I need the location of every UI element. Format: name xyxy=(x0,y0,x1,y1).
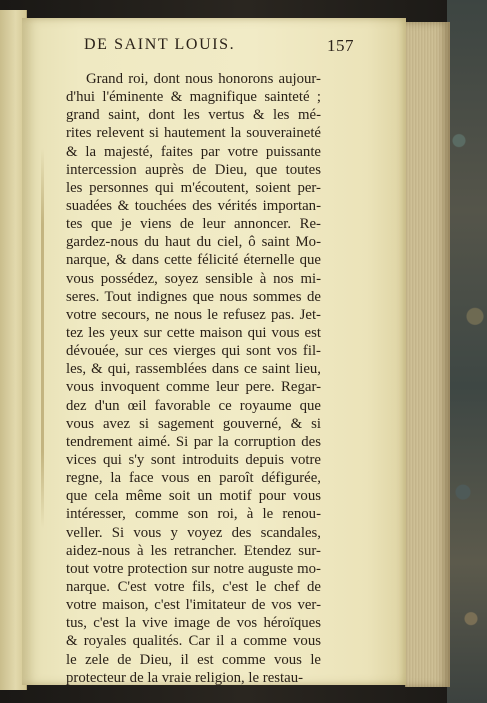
text-line: le zele de Dieu, il est comme vous le xyxy=(66,651,321,668)
text-line: votre maison, c'est l'imitateur de vos ver- xyxy=(66,597,321,614)
text-line: narque. C'est votre fils, c'est le chef de xyxy=(66,578,321,595)
text-line: tes que je viens de leur annoncer. Re- xyxy=(66,216,321,233)
text-line: vous invoquent comme leur pere. Regar- xyxy=(66,379,321,396)
text-line: que cela même soit un motif pour vous xyxy=(66,488,321,505)
text-line: gardez-nous du haut du ciel, ô saint Mo- xyxy=(66,234,321,251)
text-line: d'hui l'éminente & magnifique sainteté ; xyxy=(66,89,321,106)
page-block-edges xyxy=(405,22,450,687)
text-line: & royales qualités. Car il a comme vous xyxy=(66,633,321,650)
text-line: intercession auprès de Dieu, que toutes xyxy=(66,161,321,178)
text-line: tendrement aimé. Si par la corruption des xyxy=(66,433,321,450)
page-crease xyxy=(41,148,44,528)
text-line: Grand roi, dont nous honorons aujour- xyxy=(86,71,321,87)
text-line: protecteur de la vraie religion, le restau- xyxy=(66,669,304,686)
text-line: dez d'un œil favorable ce royaume que xyxy=(66,397,321,414)
text-line: tout votre protection sur notre auguste mo- xyxy=(66,560,321,577)
text-line: suadées & touchées des vérités importan- xyxy=(66,197,321,214)
text-line: aidez-nous à les retrancher. Etendez sur- xyxy=(66,542,321,559)
text-line: tus, c'est la vive image de vos héroïques xyxy=(66,615,321,632)
text-line: regne, la face vous en paroît défigurée, xyxy=(66,470,321,487)
text-line: seres. Tout indignes que nous sommes de xyxy=(66,288,321,305)
body-text xyxy=(66,70,321,687)
text-line: narque, & dans cette félicité éternelle que xyxy=(66,252,321,269)
text-line: vous possédez, soyez sensible à nos mi- xyxy=(66,270,321,287)
text-line: les, & qui, rassemblées dans ce saint lieu, xyxy=(66,361,321,378)
text-line: vous avez si sagement gouverné, & si xyxy=(66,415,321,432)
text-line: dévouée, sur ces vierges qui sont vos fil- xyxy=(66,343,321,360)
text-line: grand saint, dont les vertus & les mé- xyxy=(66,107,321,124)
text-line: tez les yeux sur cette maison qui vous est xyxy=(66,324,321,341)
text-line: rites relevent si hautement la souveraineté xyxy=(66,125,321,142)
running-header xyxy=(84,36,354,64)
page-number: 157 xyxy=(327,36,354,55)
text-line: votre secours, ne nous le refusez pas. Jet- xyxy=(66,306,321,323)
running-title: DE SAINT LOUIS. xyxy=(84,36,236,53)
text-line: veller. Si vous y voyez des scandales, xyxy=(66,524,321,541)
text-line: les personnes qui m'écoutent, soient per- xyxy=(66,179,321,196)
text-line: vices qui s'y sont introduits depuis votre xyxy=(66,451,321,468)
text-line: & la majesté, faites par votre puissante xyxy=(66,143,321,160)
text-line: intéresser, comme son roi, à le renou- xyxy=(66,506,321,523)
marbled-cover xyxy=(447,0,487,703)
